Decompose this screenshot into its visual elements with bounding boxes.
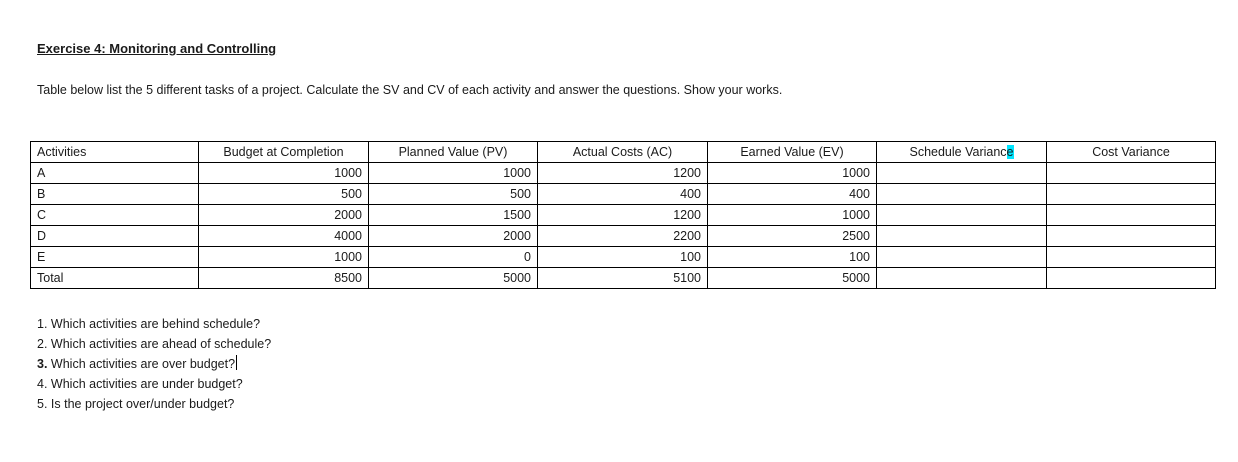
- table-row: [31, 247, 1216, 268]
- question-number: 5.: [37, 397, 48, 411]
- header-actual-costs[interactable]: Actual Costs (AC): [538, 142, 708, 163]
- cell-planned-value[interactable]: 0: [369, 247, 538, 268]
- question-number: 3.: [37, 357, 48, 371]
- cell-activity[interactable]: D: [31, 226, 199, 247]
- cell-schedule-variance[interactable]: [877, 247, 1047, 268]
- cell-budget-at-completion[interactable]: 500: [199, 184, 369, 205]
- question-text: Is the project over/under budget?: [47, 397, 235, 411]
- cell-earned-value[interactable]: 100: [708, 247, 877, 268]
- cell-schedule-variance[interactable]: [877, 163, 1047, 184]
- cell-cost-variance[interactable]: [1047, 226, 1216, 247]
- cell-actual-costs[interactable]: 1200: [538, 205, 708, 226]
- table-row: [31, 184, 1216, 205]
- text-selection-highlight: e: [1006, 145, 1014, 159]
- header-planned-value[interactable]: Planned Value (PV): [369, 142, 538, 163]
- cell-planned-value[interactable]: 1000: [369, 163, 538, 184]
- cell-activity[interactable]: E: [31, 247, 199, 268]
- evm-table: [30, 141, 1216, 289]
- header-budget-at-completion[interactable]: Budget at Completion: [199, 142, 369, 163]
- cell-budget-at-completion[interactable]: 4000: [199, 226, 369, 247]
- question-number: 2.: [37, 337, 48, 351]
- table-header-row: [31, 142, 1216, 163]
- text-cursor: [236, 355, 237, 370]
- question-number: 4.: [37, 377, 48, 391]
- question-number: 1.: [37, 317, 48, 331]
- cell-budget-at-completion[interactable]: 8500: [199, 268, 369, 289]
- cell-cost-variance[interactable]: [1047, 268, 1216, 289]
- question-text: Which activities are under budget?: [47, 377, 243, 391]
- question-text: Which activities are over budget?: [47, 357, 236, 371]
- cell-activity[interactable]: Total: [31, 268, 199, 289]
- cell-actual-costs[interactable]: 2200: [538, 226, 708, 247]
- exercise-intro: Table below list the 5 different tasks of a project. Calculate the SV and CV of each activity and answer the questions. Show your works.: [37, 83, 783, 97]
- cell-actual-costs[interactable]: 400: [538, 184, 708, 205]
- cell-actual-costs[interactable]: 100: [538, 247, 708, 268]
- cell-actual-costs[interactable]: 5100: [538, 268, 708, 289]
- question-text: Which activities are ahead of schedule?: [47, 337, 272, 351]
- question-text: Which activities are behind schedule?: [47, 317, 261, 331]
- cell-planned-value[interactable]: 500: [369, 184, 538, 205]
- header-earned-value[interactable]: Earned Value (EV): [708, 142, 877, 163]
- cell-budget-at-completion[interactable]: 1000: [199, 163, 369, 184]
- table-row: [31, 163, 1216, 184]
- cell-earned-value[interactable]: 400: [708, 184, 877, 205]
- header-activities[interactable]: Activities: [31, 142, 199, 163]
- table-row: [31, 205, 1216, 226]
- question-item[interactable]: [37, 314, 271, 334]
- cell-budget-at-completion[interactable]: 1000: [199, 247, 369, 268]
- cell-activity[interactable]: A: [31, 163, 199, 184]
- question-list: [37, 314, 271, 414]
- question-item[interactable]: [37, 334, 271, 354]
- header-schedule-variance-text: Schedule Varianc: [909, 145, 1007, 159]
- table-row: [31, 226, 1216, 247]
- cell-budget-at-completion[interactable]: 2000: [199, 205, 369, 226]
- cell-activity[interactable]: C: [31, 205, 199, 226]
- cell-activity[interactable]: B: [31, 184, 199, 205]
- cell-actual-costs[interactable]: 1200: [538, 163, 708, 184]
- question-item[interactable]: [37, 374, 271, 394]
- header-schedule-variance[interactable]: [877, 142, 1047, 163]
- cell-earned-value[interactable]: 1000: [708, 163, 877, 184]
- question-item[interactable]: [37, 354, 271, 374]
- cell-earned-value[interactable]: 2500: [708, 226, 877, 247]
- exercise-title: Exercise 4: Monitoring and Controlling: [37, 41, 277, 56]
- cell-planned-value[interactable]: 2000: [369, 226, 538, 247]
- cell-cost-variance[interactable]: [1047, 247, 1216, 268]
- cell-cost-variance[interactable]: [1047, 163, 1216, 184]
- table-row: [31, 268, 1216, 289]
- cell-earned-value[interactable]: 5000: [708, 268, 877, 289]
- header-cost-variance[interactable]: Cost Variance: [1047, 142, 1216, 163]
- cell-earned-value[interactable]: 1000: [708, 205, 877, 226]
- cell-planned-value[interactable]: 5000: [369, 268, 538, 289]
- cell-schedule-variance[interactable]: [877, 268, 1047, 289]
- cell-cost-variance[interactable]: [1047, 205, 1216, 226]
- cell-schedule-variance[interactable]: [877, 184, 1047, 205]
- cell-cost-variance[interactable]: [1047, 184, 1216, 205]
- cell-schedule-variance[interactable]: [877, 205, 1047, 226]
- cell-planned-value[interactable]: 1500: [369, 205, 538, 226]
- cell-schedule-variance[interactable]: [877, 226, 1047, 247]
- question-item[interactable]: [37, 394, 271, 414]
